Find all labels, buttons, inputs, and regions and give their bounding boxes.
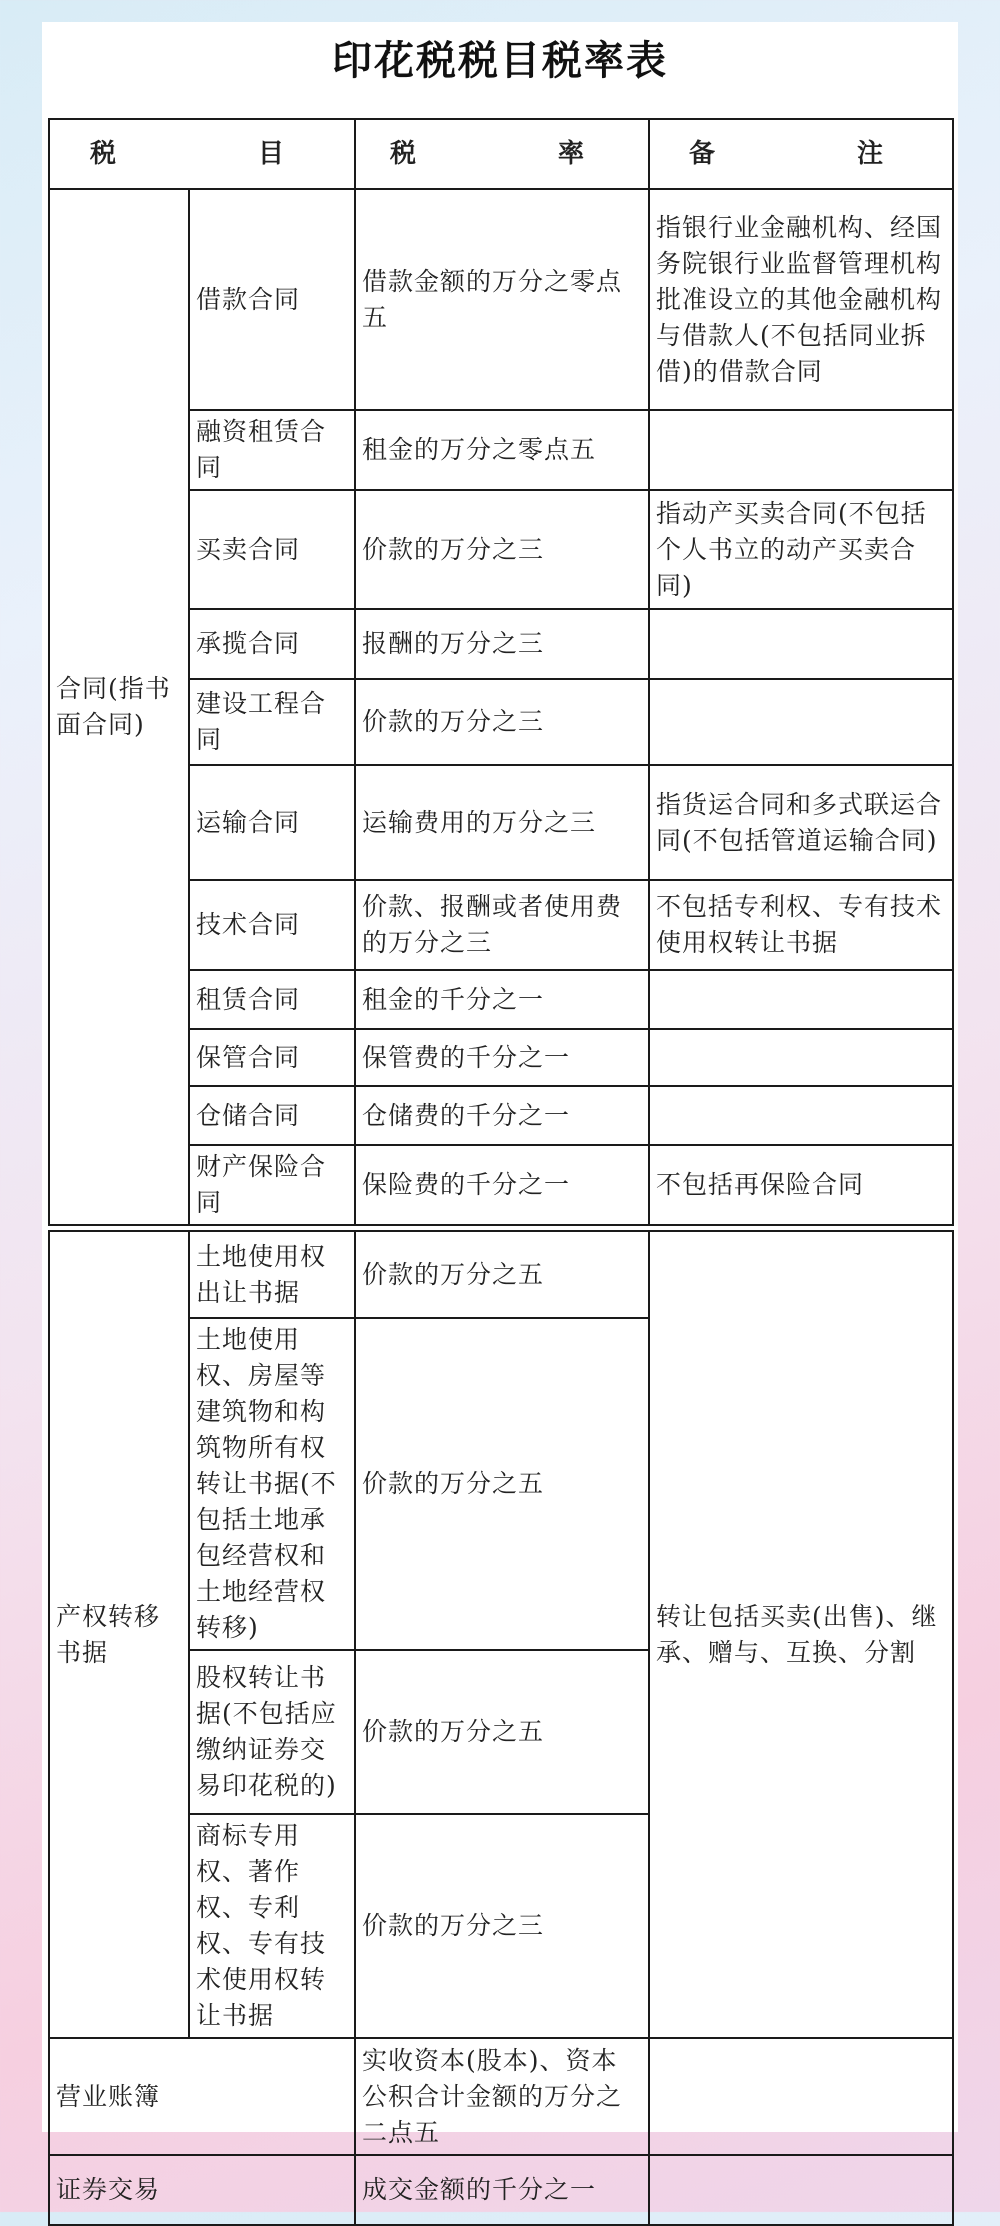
tax-rate-table [48,118,954,2226]
item-name: 技术合同 [189,880,355,970]
item-rate: 价款的万分之三 [355,490,649,609]
item-rate: 价款、报酬或者使用费的万分之三 [355,880,649,970]
item-rate: 实收资本(股本)、资本公积合计金额的万分之二点五 [355,2038,649,2155]
item-name: 买卖合同 [189,490,355,609]
category-property: 产权转移书据 [49,1231,189,2038]
table-row [49,2038,953,2155]
item-rate: 仓储费的千分之一 [355,1086,649,1145]
item-note: 不包括专利权、专有技术使用权转让书据 [649,880,953,970]
header-rate: 税 率 [355,119,649,189]
item-name: 股权转让书据(不包括应缴纳证券交易印花税的) [189,1650,355,1814]
item-name: 证券交易 [49,2155,355,2225]
item-note: 指银行业金融机构、经国务院银行业监督管理机构批准设立的其他金融机构与借款人(不包括同业拆借)的借款合同 [649,189,953,410]
item-name: 租赁合同 [189,970,355,1029]
item-rate: 保险费的千分之一 [355,1145,649,1225]
category-contract: 合同(指书面合同) [49,189,189,1225]
property-note: 转让包括买卖(出售)、继承、赠与、互换、分割 [649,1231,953,2038]
item-name: 运输合同 [189,765,355,880]
page-title: 印花税税目税率表 [332,38,668,84]
table-row [49,1231,953,1318]
item-name: 借款合同 [189,189,355,410]
item-note [649,410,953,490]
item-name: 保管合同 [189,1029,355,1086]
item-rate: 报酬的万分之三 [355,609,649,679]
item-rate: 租金的万分之零点五 [355,410,649,490]
item-note [649,679,953,765]
item-name: 土地使用权出让书据 [189,1231,355,1318]
item-name: 融资租赁合同 [189,410,355,490]
item-note [649,970,953,1029]
item-name: 财产保险合同 [189,1145,355,1225]
item-name: 建设工程合同 [189,679,355,765]
item-name: 营业账簿 [49,2038,355,2155]
item-rate: 保管费的千分之一 [355,1029,649,1086]
item-rate: 价款的万分之五 [355,1318,649,1650]
header-note: 备 注 [649,119,953,189]
item-note [649,609,953,679]
item-rate: 价款的万分之三 [355,1814,649,2038]
item-rate: 价款的万分之五 [355,1231,649,1318]
item-note: 指货运合同和多式联运合同(不包括管道运输合同) [649,765,953,880]
item-note [649,2038,953,2155]
item-name: 土地使用权、房屋等建筑物和构筑物所有权转让书据(不包括土地承包经营权和土地经营权转移) [189,1318,355,1650]
item-rate: 运输费用的万分之三 [355,765,649,880]
item-note: 不包括再保险合同 [649,1145,953,1225]
item-rate: 价款的万分之五 [355,1650,649,1814]
item-note [649,1086,953,1145]
item-note [649,2155,953,2225]
item-name: 商标专用权、著作权、专利权、专有技术使用权转让书据 [189,1814,355,2038]
header-row [49,119,953,189]
item-name: 仓储合同 [189,1086,355,1145]
table-row [49,2155,953,2225]
item-note: 指动产买卖合同(不包括个人书立的动产买卖合同) [649,490,953,609]
item-rate: 借款金额的万分之零点五 [355,189,649,410]
item-rate: 租金的千分之一 [355,970,649,1029]
header-item: 税 目 [49,119,355,189]
table-row [49,189,953,410]
item-note [649,1029,953,1086]
item-rate: 成交金额的千分之一 [355,2155,649,2225]
document-page [42,22,958,2204]
item-rate: 价款的万分之三 [355,679,649,765]
item-name: 承揽合同 [189,609,355,679]
